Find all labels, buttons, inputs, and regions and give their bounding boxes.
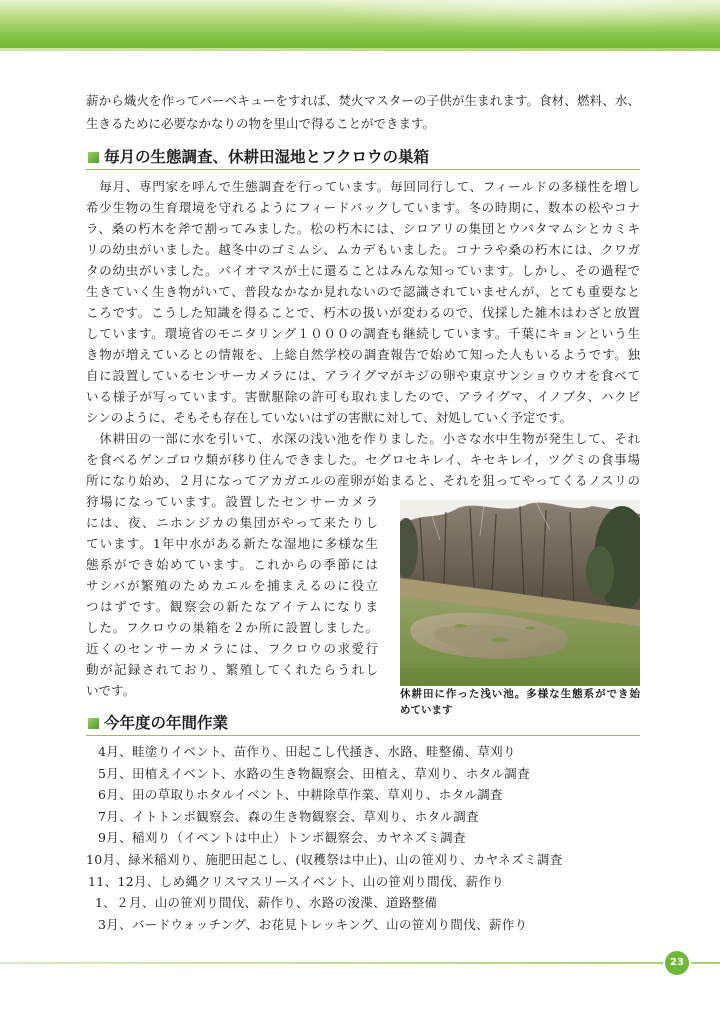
page-number-badge: 23 xyxy=(665,951,689,975)
pond-photo xyxy=(400,500,640,686)
body-line: ラ、桑の朽木を斧で割ってみました。松の朽木には、シロアリの集団とウバタマムシとカミキ xyxy=(86,221,640,236)
schedule-item: 4月、畦塗りイベント、苗作り、田起こし代掻き、水路、畦整備、草刈り xyxy=(98,744,516,759)
intro-line: 薪から熾火を作ってバーベキューをすれば、焚火マスターの子供が生まれます。食材、燃料、水、 xyxy=(86,93,640,108)
body-line: 自に設置しているセンサーカメラには、アライグマがキジの卵や東京サンショウウオを食べて xyxy=(86,368,640,383)
body-line: き物が増えているとの情報を、上総自然学校の調査報告で始めて知った人もいるようです。独 xyxy=(86,347,640,362)
section-heading-text: 今年度の年間作業 xyxy=(104,714,229,732)
annual-schedule-list xyxy=(86,741,563,935)
body-line: 毎月、専門家を呼んで生態調査を行っています。毎回同行して、フィールドの多様性を増し xyxy=(86,179,640,194)
body-line: 近くのセンサーカメラには、フクロウの求愛行 xyxy=(86,641,378,656)
schedule-item: 11、12月、しめ縄クリスマスリースイベント、山の笹刈り間伐、薪作り xyxy=(88,873,505,889)
body-line: した。フクロウの巣箱を２か所に設置しました。 xyxy=(86,620,378,635)
body-line: 希少生物の生育環境を守れるようにフィードバックしています。冬の時期に、数本の松やコナ xyxy=(86,200,640,215)
body-line: シンのように、そもそも存在していないはずの害獣に対して、対処していく予定です。 xyxy=(86,410,572,425)
body-line: つはずです。観察会の新たなアイテムになりま xyxy=(86,599,378,614)
body-line: サシバが繁殖のためカエルを捕まえるのに役立 xyxy=(86,578,378,593)
body-line: しています。環境省のモニタリング１０００の調査も継続しています。千葉にキョンという生 xyxy=(86,326,640,341)
schedule-item: 1、２月、山の笹刈り間伐、薪作り、水路の浚渫、道路整備 xyxy=(95,895,438,911)
body-line: リの幼虫がいました。越冬中のゴミムシ、ムカデもいました。コナラや桑の朽木には、クワガ xyxy=(86,242,640,257)
schedule-item: 7月、イトトンボ観察会、森の生き物観察会、草刈り、ホタル調査 xyxy=(98,808,479,824)
body-line: 休耕田の一部に水を引いて、水深の浅い池を作りました。小さな水中生物が発生して、それ xyxy=(86,431,640,446)
heading-square-icon xyxy=(88,152,99,163)
section-heading-annual-work xyxy=(86,713,640,736)
schedule-item: 9月、稲刈り（イベントは中止）トンボ観察会、カヤネズミ調査 xyxy=(98,830,466,846)
header-swoosh xyxy=(300,0,720,30)
intro-paragraph xyxy=(86,90,640,135)
heading-square-icon xyxy=(88,718,99,729)
schedule-item: 10月、緑米稲刈り、施肥田起こし、(収穫祭は中止)、山の笹刈り、カヤネズミ調査 xyxy=(86,851,563,867)
schedule-item: 6月、田の草取りホタルイベント、中耕除草作業、草刈り、ホタル調査 xyxy=(98,787,503,803)
body-line: には、夜、ニホンジカの集団がやって来たりし xyxy=(86,515,378,530)
schedule-item: 5月、田植えイベント、水路の生き物観察会、田植え、草刈り、ホタル調査 xyxy=(98,765,530,781)
body-line: を食べるゲンゴロウ類が移り住んできました。セグロセキレイ、キセキレイ，ツグミの食事場 xyxy=(86,452,640,467)
caption-line: めています xyxy=(400,704,453,716)
schedule-item: 3月、バードウォッチング、お花見トレッキング、山の笹刈り間伐、薪作り xyxy=(98,916,528,932)
body-line: タの幼虫がいました。バイオマスが土に還ることはみんな知っています。しかし、その過程で xyxy=(86,263,640,278)
footer-rule xyxy=(0,962,720,964)
body-line: 狩場になっています。設置したセンサーカメラ xyxy=(86,494,378,509)
header-band xyxy=(0,0,720,48)
body-line: いる様子が写っています。害獣駆除の許可も取れましたので、アライグマ、イノブタ、ハクビ xyxy=(86,389,640,404)
body-line: ころです。こうした知識を得ることで、朽木の扱いが変わるので、伐採した雑木はわざと放置 xyxy=(86,305,640,320)
body-line: いです。 xyxy=(86,683,136,698)
section-heading-survey xyxy=(86,147,640,170)
body-line: 生きていく生き物がいて、普段なかなか見れないので認識されていませんが、とても重要なと xyxy=(86,284,640,299)
body-line: ています。1年中水がある新たな湿地に多様な生 xyxy=(86,536,378,551)
body-line: 所になり始め、２月になってアカガエルの産卵が始まると、それを狙ってやってくるノスリの xyxy=(86,473,640,488)
intro-line: 生きるために必要なかなりの物を里山で得ることができます。 xyxy=(86,115,436,131)
header-rule xyxy=(0,48,720,51)
body-line: 態系ができ始めています。これからの季節には xyxy=(86,557,378,572)
caption-line: 休耕田に作った浅い池。多様な生態系ができ始 xyxy=(400,688,640,700)
body-line: 動が記録されており、繁殖してくれたらうれし xyxy=(86,662,378,677)
section-heading-text: 毎月の生態調査、休耕田湿地とフクロウの巣箱 xyxy=(104,148,430,166)
